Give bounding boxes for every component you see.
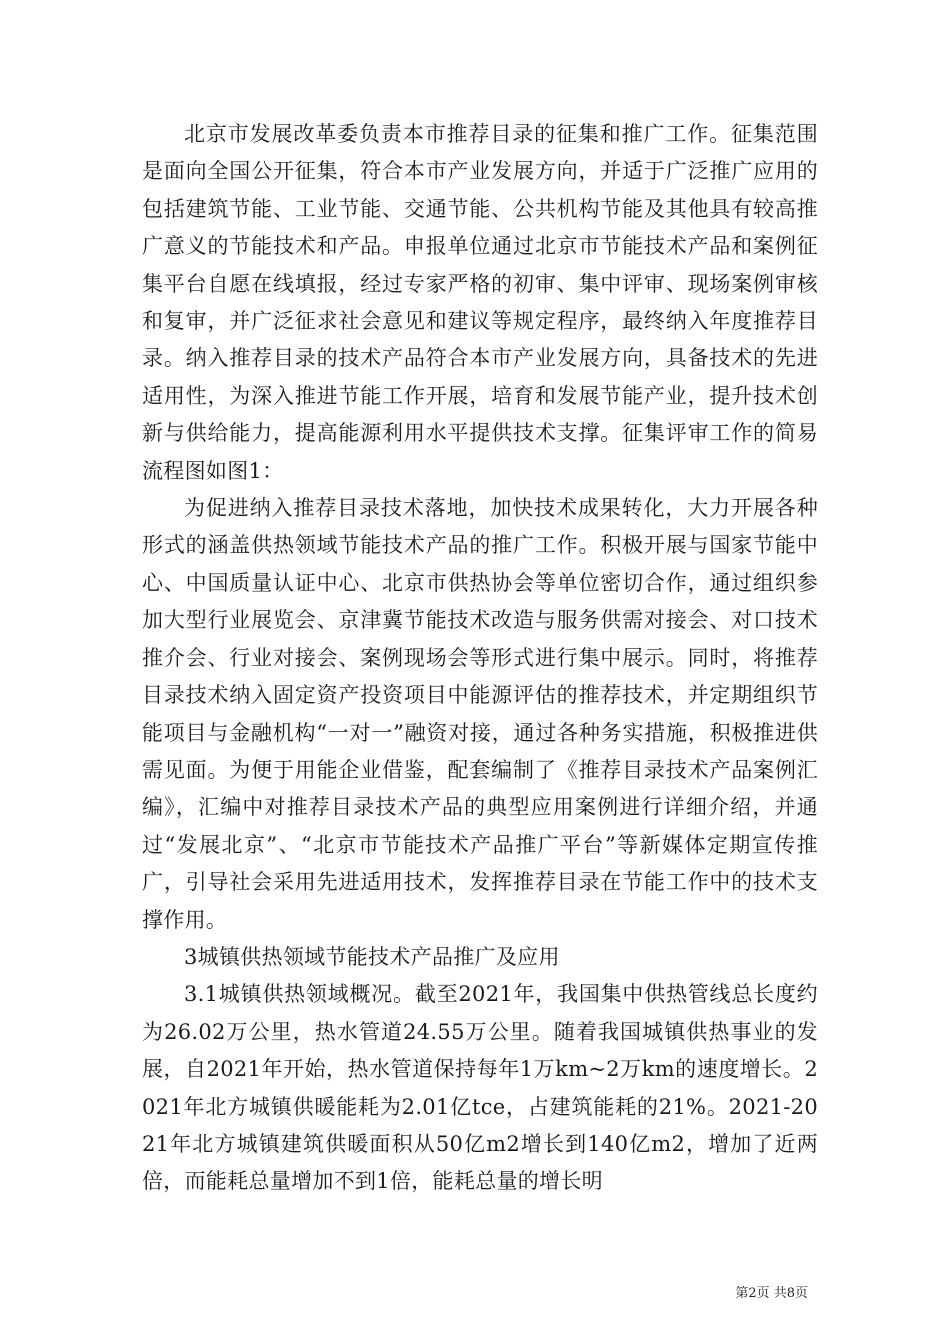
paragraph-promotion-work: 为促进纳入推荐目录技术落地，加快技术成果转化，大力开展各种形式的涵盖供热领域节能技术产品的推广工作。积极开展与国家节能中心、中国质量认证中心、北京市供热协会等单位密切合作，通过组织参加大型行业展览会、京津冀节能技术改造与服务供需对接会、对口技术推介会、行业对接会、案例现场会等形式进行集中展示。同时，将推荐目录技术纳入固定资产投资项目中能源评估的推荐技术，并定期组织节能项目与金融机构“一对一”融资对接，通过各种务实措施，积极推进供需见面。为便于用能企业借鉴，配套编制了《推荐目录技术产品案例汇编》，汇编中对推荐目录技术产品的典型应用案例进行详细介绍，并通过“发展北京”、“北京市节能技术产品推广平台”等新媒体定期宣传推广，引导社会采用先进适用技术，发挥推荐目录在节能工作中的技术支撑作用。 [142, 496, 818, 932]
page-number: 第2页 共8页 [735, 1286, 808, 1301]
document-body [142, 116, 818, 1201]
section-heading: 3城镇供热领域节能技术产品推广及应用 [184, 944, 560, 969]
paragraph-heating-overview: 3.1城镇供热领域概况。截至2021年，我国集中供热管线总长度约为26.02万公里，热水管道24.55万公里。随着我国城镇供热事业的发展，自2021年开始，热水管道保持每年1万km~2万km的速度增长。2021年北方城镇供暖能耗为2.01亿tce，占建筑能耗的21%。2021-2021年北方城镇建筑供暖面积从50亿m2增长到140亿m2，增加了近两倍，而能耗总量增加不到1倍，能耗总量的增长明 [142, 982, 818, 1194]
paragraph-recommendation-catalog: 北京市发展改革委负责本市推荐目录的征集和推广工作。征集范围是面向全国公开征集，符合本市产业发展方向，并适于广泛推广应用的包括建筑节能、工业节能、交通节能、公共机构节能及其他具有较高推广意义的节能技术和产品。申报单位通过北京市节能技术产品和案例征集平台自愿在线填报，经过专家严格的初审、集中评审、现场案例审核和复审，并广泛征求社会意见和建议等规定程序，最终纳入年度推荐目录。纳入推荐目录的技术产品符合本市产业发展方向，具备技术的先进适用性，为深入推进节能工作开展，培育和发展节能产业，提升技术创新与供给能力，提高能源利用水平提供技术支撑。征集评审工作的简易流程图如图1： [142, 122, 818, 483]
